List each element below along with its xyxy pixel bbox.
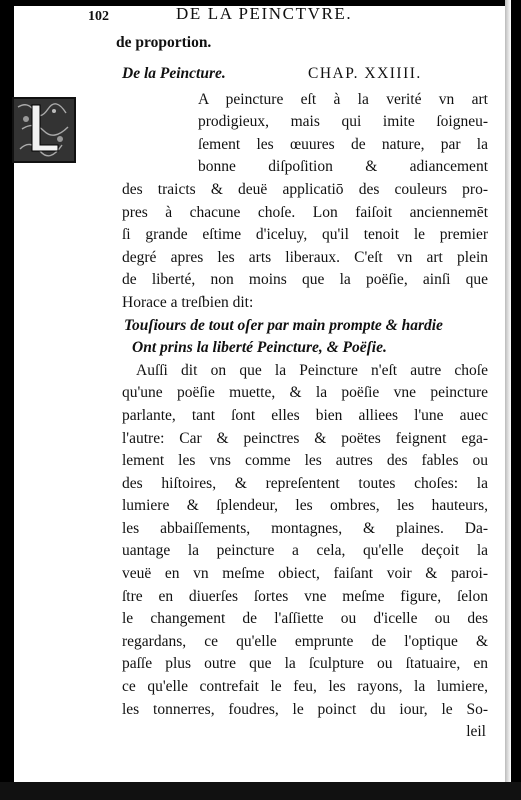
text-line: degré apres les arts liberaux. C'eſt vn art plein [122, 248, 488, 266]
text-line: veuë en vn meſme obiect, faiſant voir & paroi- [122, 565, 488, 583]
text-line: l'autre: Car & peinctres & poëtes feignent ega- [122, 429, 488, 447]
scan-border-right [511, 0, 521, 800]
text-line: prodigieux, mais qui imite ſoigneu- [198, 113, 488, 131]
text-line: A peincture eſt à la verité vn art [198, 90, 488, 108]
scan-border-bottom [0, 782, 521, 800]
chapter-heading [108, 63, 488, 89]
text-line: ſement les œuures de nature, par la [198, 135, 488, 153]
drop-cap-ornament-icon [14, 99, 74, 161]
text-line: pres à chacune choſe. Lon faiſoit anciennemēt [122, 203, 488, 221]
text-line: Horace a treſbien dit: [122, 293, 254, 311]
paragraph-2 [108, 360, 488, 744]
text-line: des traicts & deuë applicatiō des couleurs pro- [122, 180, 488, 198]
text-line: les tonnerres, foudres, le poinct du iour, le So- [122, 700, 488, 718]
text-line: Auſſi dit on que la Peincture n'eſt autre choſe [136, 361, 488, 379]
chapter-number: CHAP. XXIIII. [308, 64, 422, 82]
verse-line: Touſiours de tout oſer par main prompte & hardie [124, 316, 443, 334]
catchword: leil [466, 723, 486, 741]
running-head: DE LA PEINCTVRE. [176, 4, 353, 23]
text-line: de liberté, non moins que la poëſie, ainſi que [122, 271, 488, 289]
text-line: parlante, tant ſont elles bien alliees l'une auec [122, 406, 488, 424]
ornamental-drop-cap [12, 97, 76, 163]
paragraph-1 [108, 89, 488, 315]
text-line: uantage la peincture a cela, qu'elle deçoit la [122, 542, 488, 560]
text-line: qu'une poëſie muette, & la poëſie vne peincture [122, 384, 488, 402]
page-number: 102 [88, 9, 109, 24]
text-line: ce qu'elle contrefait le feu, les rayons, la lumiere, [122, 678, 488, 696]
text-line: lement les vns comme les autres des fables ou [122, 452, 488, 470]
chapter-title: De la Peincture. [122, 64, 226, 82]
page-text-block [88, 2, 488, 744]
text-line: le changement de l'aſſiette ou d'icelle ou des [122, 610, 488, 628]
text-line: lumiere & ſplendeur, les ombres, les hauteurs, [122, 497, 488, 515]
page-header [88, 2, 488, 28]
text-line: ſtre en diuerſes ſortes vne meſme figure, ſelon [122, 587, 488, 605]
text-line: des hiſtoires, & repreſentent toutes choſes: la [122, 474, 488, 492]
text-line: paſſe plus outre que la ſculpture ou ſtatuaire, en [122, 655, 488, 673]
text-line: ſi grande eſtime d'iceluy, qu'il tenoit le premier [122, 226, 488, 244]
verse-line: Ont prins la liberté Peincture, & Poëſie. [132, 339, 387, 357]
continuation-line: de proportion. [116, 34, 212, 51]
text-line: bonne diſpoſition & adiancement [198, 158, 488, 176]
text-line: regardans, ce qu'elle emprunte de l'optique & [122, 632, 488, 650]
verse-quotation [108, 315, 488, 360]
text-line: les abbaiſſements, montagnes, & plaines. Da- [122, 519, 488, 537]
